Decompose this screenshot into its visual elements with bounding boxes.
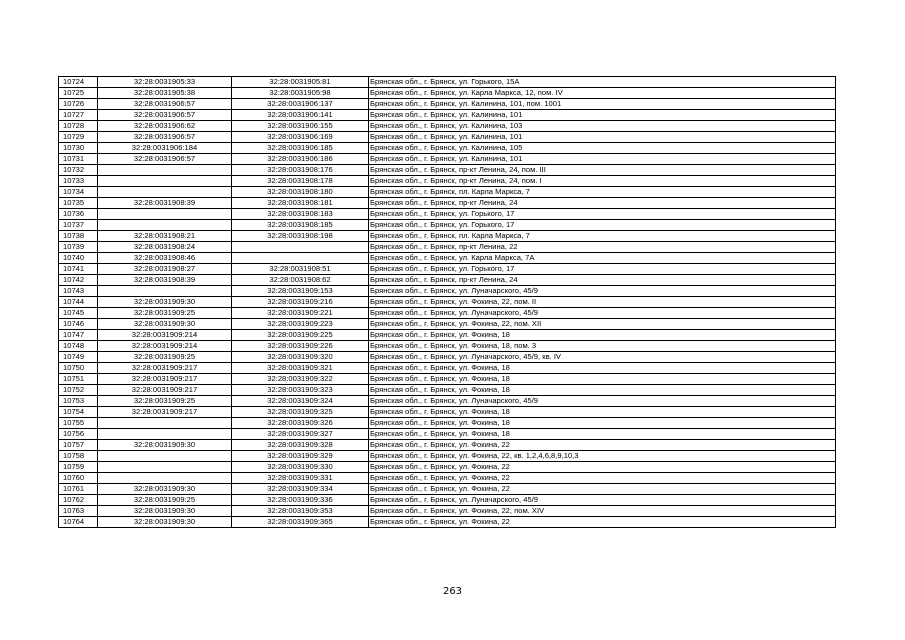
parent-cadastral-number-cell: 32:28:0031908:39 — [98, 275, 232, 286]
parent-cadastral-number-cell: 32:28:0031908:27 — [98, 264, 232, 275]
cadastral-number-cell: 32:28:0031906:169 — [232, 132, 369, 143]
parent-cadastral-number-cell — [98, 429, 232, 440]
table-body — [59, 77, 836, 528]
table-row — [59, 253, 836, 264]
cadastral-number-cell: 32:28:0031909:365 — [232, 517, 369, 528]
cadastral-number-cell — [232, 253, 369, 264]
table-row — [59, 374, 836, 385]
address-cell: Брянская обл., г. Брянск, ул. Луначарского, 45/9 — [369, 495, 836, 506]
address-cell: Брянская обл., г. Брянск, ул. Фокина, 18 — [369, 374, 836, 385]
table-row — [59, 308, 836, 319]
table-row — [59, 165, 836, 176]
cadastral-number-cell: 32:28:0031909:226 — [232, 341, 369, 352]
row-number-cell: 10728 — [59, 121, 98, 132]
address-cell: Брянская обл., г. Брянск, ул. Калинина, 101 — [369, 154, 836, 165]
parent-cadastral-number-cell: 32:28:0031905:33 — [98, 77, 232, 88]
address-cell: Брянская обл., г. Брянск, ул. Калинина, 101, пом. 1001 — [369, 99, 836, 110]
table-row — [59, 220, 836, 231]
row-number-cell: 10759 — [59, 462, 98, 473]
address-cell: Брянская обл., г. Брянск, ул. Калинина, 105 — [369, 143, 836, 154]
parent-cadastral-number-cell — [98, 165, 232, 176]
parent-cadastral-number-cell: 32:28:0031909:217 — [98, 374, 232, 385]
cadastral-number-cell: 32:28:0031909:336 — [232, 495, 369, 506]
table-row — [59, 121, 836, 132]
table-row — [59, 440, 836, 451]
table-row — [59, 484, 836, 495]
address-cell: Брянская обл., г. Брянск, ул. Фокина, 18 — [369, 429, 836, 440]
row-number-cell: 10732 — [59, 165, 98, 176]
address-cell: Брянская обл., г. Брянск, ул. Фокина, 22, пом. XII — [369, 319, 836, 330]
row-number-cell: 10725 — [59, 88, 98, 99]
parent-cadastral-number-cell: 32:28:0031909:217 — [98, 363, 232, 374]
table-row — [59, 363, 836, 374]
cadastral-number-cell: 32:28:0031909:221 — [232, 308, 369, 319]
parent-cadastral-number-cell: 32:28:0031908:21 — [98, 231, 232, 242]
table-row — [59, 429, 836, 440]
row-number-cell: 10739 — [59, 242, 98, 253]
row-number-cell: 10735 — [59, 198, 98, 209]
address-cell: Брянская обл., г. Брянск, пр-кт Ленина, 22 — [369, 242, 836, 253]
row-number-cell: 10762 — [59, 495, 98, 506]
address-cell: Брянская обл., г. Брянск, ул. Горького, 17 — [369, 264, 836, 275]
parent-cadastral-number-cell — [98, 451, 232, 462]
row-number-cell: 10737 — [59, 220, 98, 231]
table-row — [59, 506, 836, 517]
parent-cadastral-number-cell: 32:28:0031905:38 — [98, 88, 232, 99]
address-cell: Брянская обл., г. Брянск, ул. Фокина, 18 — [369, 407, 836, 418]
cadastral-number-cell: 32:28:0031909:329 — [232, 451, 369, 462]
table-row — [59, 385, 836, 396]
parent-cadastral-number-cell: 32:28:0031909:30 — [98, 484, 232, 495]
address-cell: Брянская обл., г. Брянск, ул. Фокина, 22 — [369, 484, 836, 495]
parent-cadastral-number-cell: 32:28:0031909:25 — [98, 495, 232, 506]
cadastral-number-cell: 32:28:0031908:51 — [232, 264, 369, 275]
address-cell: Брянская обл., г. Брянск, ул. Фокина, 18, пом. 3 — [369, 341, 836, 352]
parent-cadastral-number-cell: 32:28:0031909:217 — [98, 407, 232, 418]
parent-cadastral-number-cell — [98, 220, 232, 231]
cadastral-number-cell: 32:28:0031909:353 — [232, 506, 369, 517]
address-cell: Брянская обл., г. Брянск, ул. Фокина, 22 — [369, 473, 836, 484]
cadastral-number-cell: 32:28:0031905:81 — [232, 77, 369, 88]
address-cell: Брянская обл., г. Брянск, ул. Калинина, 103 — [369, 121, 836, 132]
address-cell: Брянская обл., г. Брянск, пр-кт Ленина, 24, пом. I — [369, 176, 836, 187]
cadastral-number-cell: 32:28:0031909:327 — [232, 429, 369, 440]
row-number-cell: 10744 — [59, 297, 98, 308]
parent-cadastral-number-cell — [98, 462, 232, 473]
parent-cadastral-number-cell — [98, 187, 232, 198]
address-cell: Брянская обл., г. Брянск, ул. Фокина, 22 — [369, 440, 836, 451]
table-row — [59, 110, 836, 121]
row-number-cell: 10752 — [59, 385, 98, 396]
page-number: 263 — [442, 586, 463, 597]
parent-cadastral-number-cell: 32:28:0031909:30 — [98, 440, 232, 451]
cadastral-number-cell: 32:28:0031909:328 — [232, 440, 369, 451]
cadastral-number-cell: 32:28:0031908:178 — [232, 176, 369, 187]
row-number-cell: 10745 — [59, 308, 98, 319]
table-row — [59, 77, 836, 88]
table-row — [59, 396, 836, 407]
cadastral-number-cell: 32:28:0031905:98 — [232, 88, 369, 99]
cadastral-number-cell: 32:28:0031908:183 — [232, 209, 369, 220]
table-row — [59, 495, 836, 506]
parent-cadastral-number-cell: 32:28:0031906:57 — [98, 110, 232, 121]
parent-cadastral-number-cell: 32:28:0031909:30 — [98, 517, 232, 528]
row-number-cell: 10746 — [59, 319, 98, 330]
table-row — [59, 297, 836, 308]
table-row — [59, 99, 836, 110]
table-row — [59, 154, 836, 165]
address-cell: Брянская обл., г. Брянск, ул. Фокина, 18 — [369, 418, 836, 429]
table-row — [59, 264, 836, 275]
cadastral-number-cell: 32:28:0031909:320 — [232, 352, 369, 363]
address-cell: Брянская обл., г. Брянск, ул. Фокина, 18 — [369, 363, 836, 374]
table-row — [59, 143, 836, 154]
row-number-cell: 10749 — [59, 352, 98, 363]
cadastral-number-cell: 32:28:0031909:323 — [232, 385, 369, 396]
table-row — [59, 341, 836, 352]
row-number-cell: 10751 — [59, 374, 98, 385]
address-cell: Брянская обл., г. Брянск, пл. Карла Маркса, 7 — [369, 187, 836, 198]
address-cell: Брянская обл., г. Брянск, ул. Фокина, 22, кв. 1,2,4,6,8,9,10,3 — [369, 451, 836, 462]
table-row — [59, 418, 836, 429]
parent-cadastral-number-cell: 32:28:0031909:30 — [98, 319, 232, 330]
row-number-cell: 10748 — [59, 341, 98, 352]
address-cell: Брянская обл., г. Брянск, пл. Карла Маркса, 7 — [369, 231, 836, 242]
address-cell: Брянская обл., г. Брянск, ул. Горького, 17 — [369, 209, 836, 220]
cadastral-number-cell: 32:28:0031909:223 — [232, 319, 369, 330]
address-cell: Брянская обл., г. Брянск, ул. Калинина, 101 — [369, 132, 836, 143]
table-row — [59, 209, 836, 220]
cadastral-number-cell: 32:28:0031906:185 — [232, 143, 369, 154]
table-row — [59, 473, 836, 484]
parent-cadastral-number-cell: 32:28:0031909:30 — [98, 297, 232, 308]
table-row — [59, 352, 836, 363]
parent-cadastral-number-cell: 32:28:0031906:57 — [98, 99, 232, 110]
table-row — [59, 187, 836, 198]
row-number-cell: 10740 — [59, 253, 98, 264]
address-cell: Брянская обл., г. Брянск, ул. Фокина, 22 — [369, 517, 836, 528]
cadastral-number-cell: 32:28:0031906:141 — [232, 110, 369, 121]
row-number-cell: 10736 — [59, 209, 98, 220]
table-row — [59, 462, 836, 473]
row-number-cell: 10729 — [59, 132, 98, 143]
address-cell: Брянская обл., г. Брянск, ул. Луначарского, 45/9 — [369, 308, 836, 319]
parent-cadastral-number-cell: 32:28:0031909:214 — [98, 341, 232, 352]
parent-cadastral-number-cell: 32:28:0031909:214 — [98, 330, 232, 341]
row-number-cell: 10733 — [59, 176, 98, 187]
row-number-cell: 10763 — [59, 506, 98, 517]
cadastral-number-cell: 32:28:0031909:225 — [232, 330, 369, 341]
table-row — [59, 132, 836, 143]
parent-cadastral-number-cell — [98, 286, 232, 297]
address-cell: Брянская обл., г. Брянск, ул. Луначарского, 45/9, кв. IV — [369, 352, 836, 363]
address-cell: Брянская обл., г. Брянск, ул. Фокина, 22 — [369, 462, 836, 473]
parent-cadastral-number-cell: 32:28:0031906:57 — [98, 154, 232, 165]
cadastral-number-cell: 32:28:0031909:322 — [232, 374, 369, 385]
address-cell: Брянская обл., г. Брянск, ул. Луначарского, 45/9 — [369, 286, 836, 297]
row-number-cell: 10726 — [59, 99, 98, 110]
row-number-cell: 10731 — [59, 154, 98, 165]
parent-cadastral-number-cell: 32:28:0031908:39 — [98, 198, 232, 209]
table-row — [59, 451, 836, 462]
address-cell: Брянская обл., г. Брянск, пр-кт Ленина, 24 — [369, 275, 836, 286]
row-number-cell: 10764 — [59, 517, 98, 528]
table-row — [59, 176, 836, 187]
parent-cadastral-number-cell — [98, 209, 232, 220]
parent-cadastral-number-cell: 32:28:0031909:25 — [98, 396, 232, 407]
row-number-cell: 10757 — [59, 440, 98, 451]
address-cell: Брянская обл., г. Брянск, ул. Фокина, 22, пом. XIV — [369, 506, 836, 517]
cadastral-number-cell: 32:28:0031909:331 — [232, 473, 369, 484]
row-number-cell: 10738 — [59, 231, 98, 242]
row-number-cell: 10756 — [59, 429, 98, 440]
row-number-cell: 10758 — [59, 451, 98, 462]
table-row — [59, 242, 836, 253]
address-cell: Брянская обл., г. Брянск, пр-кт Ленина, 24, пом. III — [369, 165, 836, 176]
table-row — [59, 286, 836, 297]
row-number-cell: 10755 — [59, 418, 98, 429]
table-row — [59, 231, 836, 242]
parent-cadastral-number-cell: 32:28:0031909:30 — [98, 506, 232, 517]
cadastral-number-cell: 32:28:0031909:325 — [232, 407, 369, 418]
parent-cadastral-number-cell — [98, 418, 232, 429]
table-row — [59, 407, 836, 418]
row-number-cell: 10724 — [59, 77, 98, 88]
row-number-cell: 10761 — [59, 484, 98, 495]
table-row — [59, 198, 836, 209]
cadastral-number-cell: 32:28:0031909:324 — [232, 396, 369, 407]
address-cell: Брянская обл., г. Брянск, ул. Луначарского, 45/9 — [369, 396, 836, 407]
row-number-cell: 10743 — [59, 286, 98, 297]
cadastral-number-cell: 32:28:0031909:153 — [232, 286, 369, 297]
row-number-cell: 10760 — [59, 473, 98, 484]
cadastral-number-cell: 32:28:0031906:186 — [232, 154, 369, 165]
row-number-cell: 10753 — [59, 396, 98, 407]
property-registry-table — [58, 76, 836, 528]
row-number-cell: 10747 — [59, 330, 98, 341]
cadastral-number-cell: 32:28:0031906:137 — [232, 99, 369, 110]
cadastral-number-cell — [232, 242, 369, 253]
table-row — [59, 88, 836, 99]
cadastral-number-cell: 32:28:0031908:181 — [232, 198, 369, 209]
cadastral-number-cell: 32:28:0031909:216 — [232, 297, 369, 308]
row-number-cell: 10742 — [59, 275, 98, 286]
parent-cadastral-number-cell: 32:28:0031909:25 — [98, 308, 232, 319]
address-cell: Брянская обл., г. Брянск, ул. Карла Маркса, 7А — [369, 253, 836, 264]
cadastral-number-cell: 32:28:0031908:180 — [232, 187, 369, 198]
cadastral-number-cell: 32:28:0031908:185 — [232, 220, 369, 231]
address-cell: Брянская обл., г. Брянск, ул. Горького, 17 — [369, 220, 836, 231]
address-cell: Брянская обл., г. Брянск, ул. Горького, 15А — [369, 77, 836, 88]
row-number-cell: 10727 — [59, 110, 98, 121]
row-number-cell: 10730 — [59, 143, 98, 154]
row-number-cell: 10734 — [59, 187, 98, 198]
cadastral-number-cell: 32:28:0031909:330 — [232, 462, 369, 473]
address-cell: Брянская обл., г. Брянск, ул. Карла Маркса, 12, пом. IV — [369, 88, 836, 99]
parent-cadastral-number-cell: 32:28:0031906:62 — [98, 121, 232, 132]
parent-cadastral-number-cell — [98, 473, 232, 484]
parent-cadastral-number-cell: 32:28:0031906:184 — [98, 143, 232, 154]
parent-cadastral-number-cell: 32:28:0031909:25 — [98, 352, 232, 363]
cadastral-number-cell: 32:28:0031908:176 — [232, 165, 369, 176]
cadastral-number-cell: 32:28:0031909:326 — [232, 418, 369, 429]
table-row — [59, 330, 836, 341]
row-number-cell: 10754 — [59, 407, 98, 418]
table-row — [59, 517, 836, 528]
parent-cadastral-number-cell: 32:28:0031908:46 — [98, 253, 232, 264]
address-cell: Брянская обл., г. Брянск, ул. Фокина, 18 — [369, 385, 836, 396]
cadastral-number-cell: 32:28:0031908:198 — [232, 231, 369, 242]
parent-cadastral-number-cell: 32:28:0031909:217 — [98, 385, 232, 396]
parent-cadastral-number-cell: 32:28:0031906:57 — [98, 132, 232, 143]
cadastral-number-cell: 32:28:0031906:155 — [232, 121, 369, 132]
table-row — [59, 275, 836, 286]
cadastral-number-cell: 32:28:0031909:334 — [232, 484, 369, 495]
address-cell: Брянская обл., г. Брянск, пр-кт Ленина, 24 — [369, 198, 836, 209]
row-number-cell: 10750 — [59, 363, 98, 374]
cadastral-number-cell: 32:28:0031908:62 — [232, 275, 369, 286]
address-cell: Брянская обл., г. Брянск, ул. Фокина, 18 — [369, 330, 836, 341]
parent-cadastral-number-cell — [98, 176, 232, 187]
table-row — [59, 319, 836, 330]
row-number-cell: 10741 — [59, 264, 98, 275]
address-cell: Брянская обл., г. Брянск, ул. Фокина, 22, пом. II — [369, 297, 836, 308]
parent-cadastral-number-cell: 32:28:0031908:24 — [98, 242, 232, 253]
cadastral-number-cell: 32:28:0031909:321 — [232, 363, 369, 374]
address-cell: Брянская обл., г. Брянск, ул. Калинина, 101 — [369, 110, 836, 121]
